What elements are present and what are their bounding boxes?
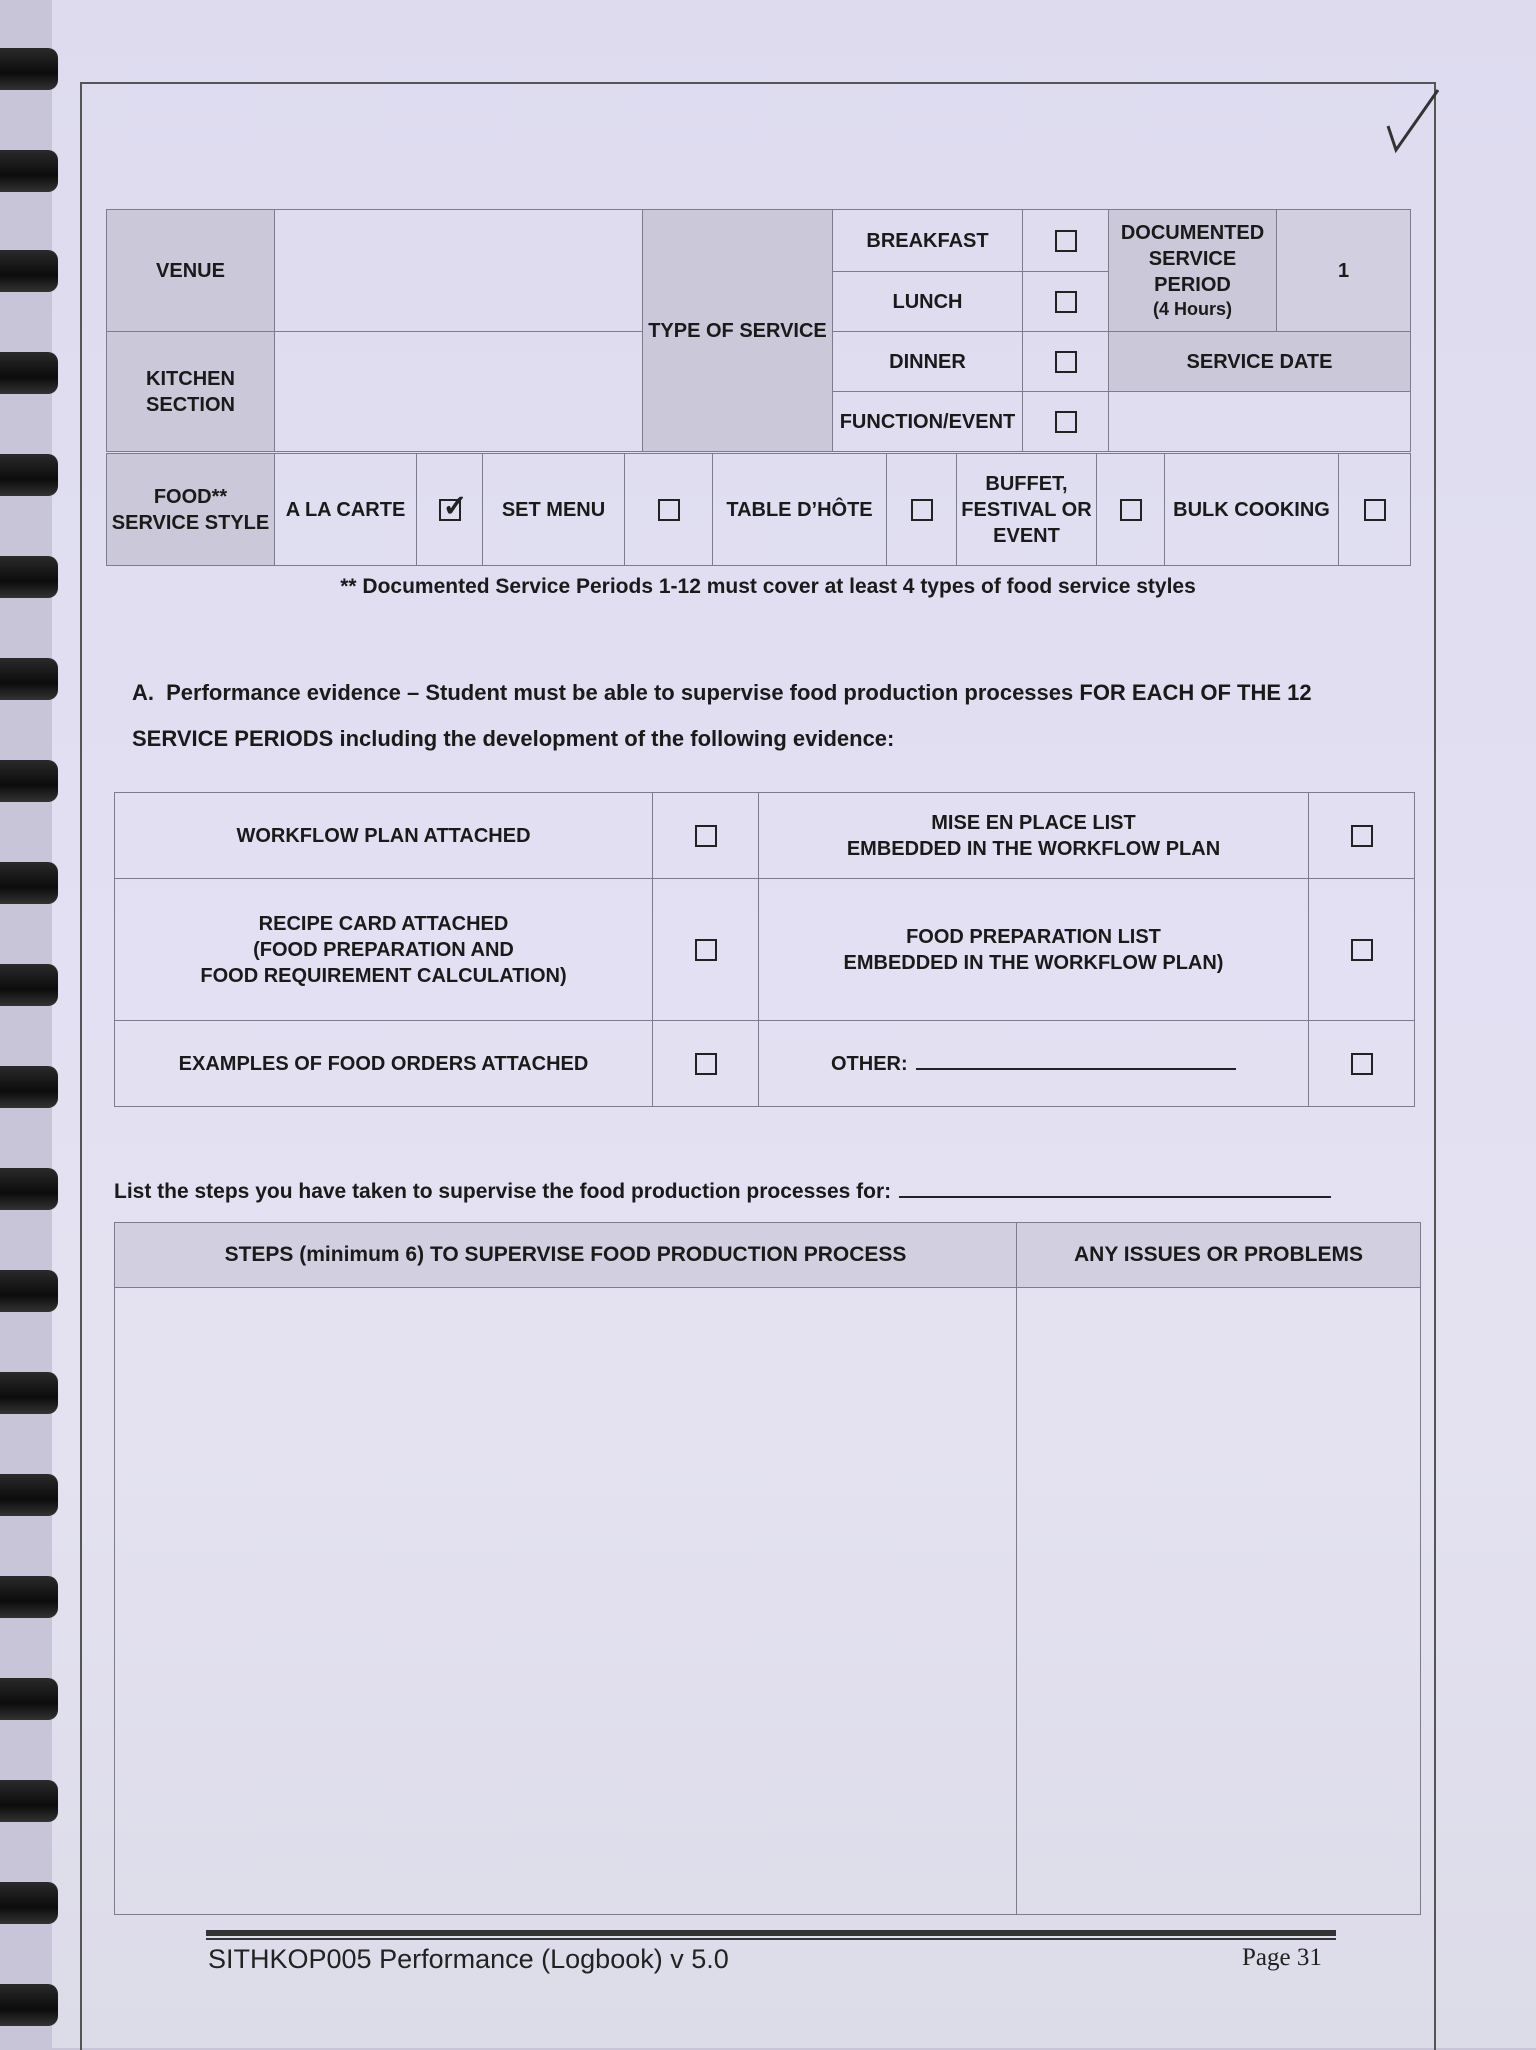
- issues-column-header: ANY ISSUES OR PROBLEMS: [1017, 1223, 1421, 1288]
- other-field[interactable]: [759, 1021, 1309, 1107]
- table-dhote-checkbox[interactable]: [911, 499, 933, 521]
- steps-entry-area[interactable]: [115, 1288, 1017, 1915]
- section-a-text1: Performance evidence – Student must be able to supervise food production processes: [166, 680, 1074, 705]
- bulk-cooking-checkbox[interactable]: [1364, 499, 1386, 521]
- other-checkbox[interactable]: [1351, 1053, 1373, 1075]
- steps-column-header: STEPS (minimum 6) TO SUPERVISE FOOD PRODUCTION PROCESS: [115, 1223, 1017, 1288]
- documented-service-period: [1109, 210, 1277, 332]
- service-function-label: FUNCTION/EVENT: [833, 392, 1023, 452]
- type-of-service-label: TYPE OF SERVICE: [643, 210, 833, 452]
- venue-field[interactable]: [275, 210, 643, 332]
- list-steps-prompt: [114, 1178, 1331, 1204]
- set-menu-checkbox[interactable]: [658, 499, 680, 521]
- section-a-text2: FOR EACH OF THE 12 SERVICE PERIODS: [132, 680, 1312, 751]
- mise-en-place-checkbox[interactable]: [1351, 825, 1373, 847]
- dinner-checkbox[interactable]: [1055, 351, 1077, 373]
- style-set-menu-label: SET MENU: [483, 454, 625, 566]
- recipe-card-line1: RECIPE CARD ATTACHED: [258, 912, 509, 935]
- recipe-card-line2: (FOOD PREPARATION AND: [253, 938, 514, 961]
- style-bulk-cooking-label: BULK COOKING: [1165, 454, 1339, 566]
- checkmark-icon: [1386, 88, 1440, 162]
- food-orders-label: EXAMPLES OF FOOD ORDERS ATTACHED: [115, 1021, 653, 1107]
- section-a-text3: including the development of the following evidence:: [339, 726, 895, 751]
- food-prep-checkbox[interactable]: [1351, 939, 1373, 961]
- evidence-table: [114, 792, 1415, 1107]
- food-service-style-label: FOOD** SERVICE STYLE: [107, 454, 275, 566]
- recipe-card-line3: FOOD REQUIREMENT CALCULATION): [200, 964, 567, 987]
- function-event-checkbox[interactable]: [1055, 411, 1077, 433]
- footer-doc-title: SITHKOP005 Performance (Logbook) v 5.0: [208, 1944, 729, 1974]
- recipe-card-checkbox[interactable]: [695, 939, 717, 961]
- workflow-plan-checkbox[interactable]: [695, 825, 717, 847]
- workflow-plan-label: WORKFLOW PLAN ATTACHED: [115, 793, 653, 879]
- food-service-style-table: [106, 453, 1411, 566]
- documented-label: DOCUMENTED SERVICE PERIOD: [1120, 221, 1265, 296]
- documented-period-value: 1: [1277, 210, 1411, 332]
- footer-rule-thin: [206, 1938, 1336, 1940]
- mise-en-place-line2: EMBEDDED IN THE WORKFLOW PLAN: [846, 837, 1221, 860]
- service-dinner-label: DINNER: [833, 332, 1023, 392]
- service-period-note: ** Documented Service Periods 1-12 must cover at least 4 types of food service styles: [340, 575, 1196, 598]
- breakfast-checkbox[interactable]: [1055, 230, 1077, 252]
- spiral-binding: [0, 0, 64, 2048]
- documented-hours: (4 Hours): [1152, 298, 1232, 319]
- kitchen-section-field[interactable]: [275, 332, 643, 452]
- steps-table: [114, 1222, 1421, 1915]
- service-details-table: [106, 209, 1411, 452]
- section-a-prefix: A.: [132, 680, 154, 705]
- lunch-checkbox[interactable]: [1055, 291, 1077, 313]
- food-prep-line1: FOOD PREPARATION LIST: [906, 925, 1161, 948]
- a-la-carte-checkbox[interactable]: [439, 499, 461, 521]
- service-lunch-label: LUNCH: [833, 272, 1023, 332]
- section-a-instructions: [132, 670, 1352, 762]
- list-steps-underline[interactable]: [899, 1178, 1331, 1198]
- style-buffet-label: BUFFET, FESTIVAL OR EVENT: [957, 454, 1097, 566]
- service-breakfast-label: BREAKFAST: [833, 210, 1023, 272]
- food-orders-checkbox[interactable]: [695, 1053, 717, 1075]
- recipe-card-label: [115, 879, 653, 1021]
- footer-page-number: Page 31: [1242, 1944, 1322, 1971]
- other-label: OTHER:: [831, 1053, 908, 1075]
- buffet-checkbox[interactable]: [1120, 499, 1142, 521]
- list-steps-text: List the steps you have taken to supervise the food production processes for:: [114, 1180, 892, 1203]
- footer-rule: [206, 1930, 1336, 1936]
- issues-entry-area[interactable]: [1017, 1288, 1421, 1915]
- service-date-field[interactable]: [1109, 392, 1411, 452]
- style-table-dhote-label: TABLE D’HÔTE: [713, 454, 887, 566]
- other-underline[interactable]: [916, 1050, 1236, 1070]
- mise-en-place-line1: MISE EN PLACE LIST: [931, 811, 1136, 834]
- style-a-la-carte-label: A LA CARTE: [275, 454, 417, 566]
- food-prep-line2: EMBEDDED IN THE WORKFLOW PLAN): [843, 951, 1224, 974]
- mise-en-place-label: [759, 793, 1309, 879]
- service-date-label: SERVICE DATE: [1109, 332, 1411, 392]
- food-prep-list-label: [759, 879, 1309, 1021]
- kitchen-section-label: KITCHEN SECTION: [107, 332, 275, 452]
- venue-label: VENUE: [107, 210, 275, 332]
